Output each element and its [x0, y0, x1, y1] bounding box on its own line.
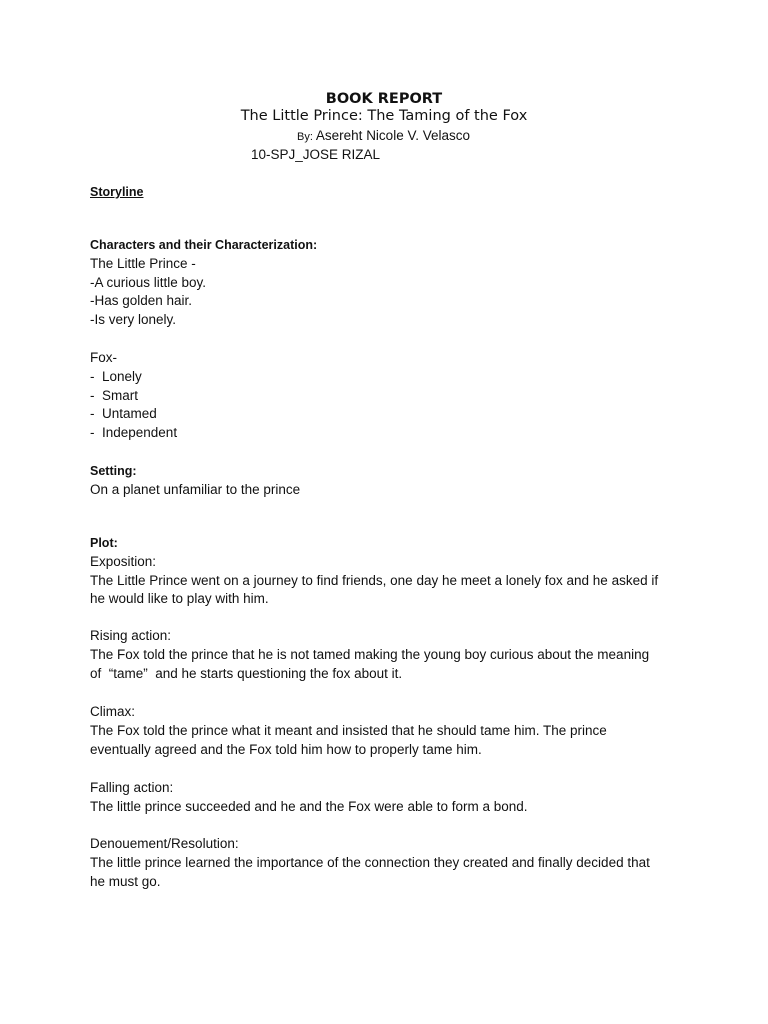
rising-action-section: [90, 627, 690, 683]
resolution-text: he must go.: [90, 873, 161, 889]
rising-action-text: of “tame” and he starts questioning the fox about it.: [90, 665, 403, 681]
storyline-heading: Storyline: [90, 185, 144, 199]
storyline-section: [90, 183, 690, 202]
fox-trait: - Smart: [90, 387, 139, 403]
resolution-text: The little prince learned the importance of the connection they created and finally decided that: [90, 854, 650, 870]
setting-text: On a planet unfamiliar to the prince: [90, 481, 301, 497]
prince-trait: -Has golden hair.: [90, 293, 193, 309]
author-line: [297, 128, 470, 143]
fox-section: [90, 349, 690, 443]
climax-text: The Fox told the prince what it meant and insisted that he should tame him. The prince: [90, 722, 607, 738]
fox-name: Fox-: [90, 350, 117, 365]
class-section: 10-SPJ_JOSE RIZAL: [251, 147, 381, 162]
exposition-text: he would like to play with him.: [90, 591, 269, 607]
setting-heading: Setting:: [90, 464, 137, 478]
report-title: BOOK REPORT: [325, 91, 443, 107]
climax-section: [90, 703, 690, 759]
fox-trait: - Independent: [90, 425, 178, 441]
plot-section: [90, 534, 690, 609]
by-prefix: By:: [297, 131, 313, 143]
resolution-label: Denouement/Resolution:: [90, 836, 239, 851]
climax-text: eventually agreed and the Fox told him how to properly tame him.: [90, 741, 482, 757]
plot-heading: Plot:: [90, 536, 118, 550]
characters-section: [90, 236, 690, 330]
fox-trait: - Lonely: [90, 368, 142, 384]
resolution-section: [90, 835, 690, 891]
climax-label: Climax:: [90, 704, 136, 719]
prince-trait: -A curious little boy.: [90, 274, 207, 290]
characters-heading: Characters and their Characterization:: [90, 238, 318, 252]
book-title: The Little Prince: The Taming of the Fox: [240, 108, 528, 124]
exposition-label: Exposition:: [90, 553, 157, 569]
setting-section: [90, 462, 690, 500]
falling-action-label: Falling action:: [90, 780, 174, 795]
fox-trait: - Untamed: [90, 406, 157, 422]
prince-trait: -Is very lonely.: [90, 312, 177, 328]
falling-action-section: [90, 779, 690, 817]
exposition-text: The Little Prince went on a journey to find friends, one day he meet a lonely fox and he asked if: [90, 572, 659, 588]
falling-action-text: The little prince succeeded and he and the Fox were able to form a bond.: [90, 798, 528, 814]
rising-action-label: Rising action:: [90, 628, 172, 643]
rising-action-text: The Fox told the prince that he is not tamed making the young boy curious about the meaning: [90, 646, 650, 662]
prince-name: The Little Prince -: [90, 255, 196, 271]
author-name: Asereht Nicole V. Velasco: [312, 128, 471, 143]
